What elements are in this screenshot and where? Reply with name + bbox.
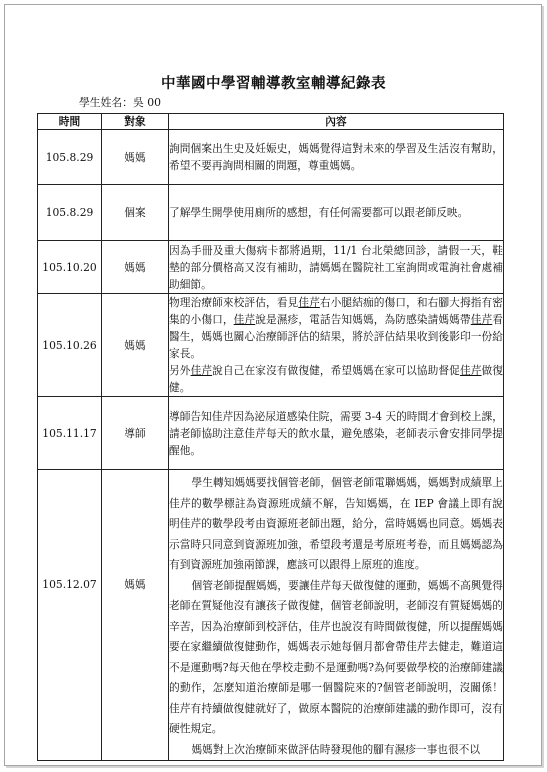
text-segment: 另外 xyxy=(169,364,191,377)
header-content: 內容 xyxy=(169,114,504,130)
text-segment: 學生轉知媽媽要找個管老師，個管老師電聯媽媽，媽媽對成績單上佳芹的數學標註為資源班成績不解，告知媽媽，在 IEP 會議上即有說明佳芹的數學段考由資源班老師出題，給分，當時媽媽也同意。媽媽表示當時只同意到資源班加強，希望段考還是考原班考卷，而且媽媽認為有到資源班加強兩節課，應該可以跟得上原班的進度。 xyxy=(169,476,503,571)
record-target: 媽媽 xyxy=(102,294,169,397)
record-paragraph xyxy=(169,294,503,362)
underlined-student-name: 佳芹 xyxy=(233,313,256,326)
text-segment: 說是濕疹，電話告知媽媽，為防感染請媽媽帶 xyxy=(255,313,471,326)
student-name-label: 學生姓名：吳 00 xyxy=(79,96,161,109)
record-date: 105.8.29 xyxy=(38,185,102,241)
underlined-student-name: 佳芹 xyxy=(470,313,493,326)
record-row xyxy=(38,241,504,294)
text-segment: 說自己在家沒有做復健，希望媽媽在家可以協助督促 xyxy=(212,364,460,377)
underlined-student-name: 佳芹 xyxy=(190,364,213,377)
text-segment: 看醫生，媽媽也關心治療師評估的結果，將於評估結果收到後影印一份給家長。 xyxy=(169,313,503,360)
record-paragraph xyxy=(169,204,503,221)
text-segment: 個管老師提醒媽媽，要讓佳芹每天做復健的運動，媽媽不高興覺得老師在質疑他沒有讓孩子做復健，個管老師說明，老師沒有質疑媽媽的辛苦，因為治療師到校評估，佳芹也說沒有時間做復健，所以提醒媽媽要在家繼續做復健動作，媽媽表示她每個月都會帶佳芹去健走，難道這不是運動嗎?每天他在學校走動不是運動嗎?為何要做學校的治療師建議的動作，怎麼知道治療師是哪一個醫院來的?個管老師說明，沒關係！佳芹有持續做復健就好了，做原本醫院的治療師建議的動作即可，沒有硬性規定。 xyxy=(169,578,503,735)
text-segment: 右小腿結痂的傷口，和右腳大拇指有密集的小傷口， xyxy=(169,296,503,326)
record-row xyxy=(38,397,504,470)
text-segment: 因為手冊及重大傷病卡都將過期，11/1 台北榮總回診，請假一天，鞋墊的部分價格高又沒有補助，請媽媽在醫院社工室詢問或電詢社會處補助細節。 xyxy=(169,243,503,291)
text-segment: 了解學生開學使用廁所的感想，有任何需要都可以跟老師反映。 xyxy=(169,206,469,219)
record-paragraph xyxy=(169,576,503,740)
record-paragraph xyxy=(169,242,503,293)
record-date: 105.8.29 xyxy=(38,130,102,185)
header-time: 時間 xyxy=(38,114,102,130)
record-content xyxy=(169,470,504,761)
record-target: 媽媽 xyxy=(102,241,169,294)
record-target: 導師 xyxy=(102,397,169,470)
record-row xyxy=(38,185,504,241)
text-segment: 導師告知佳芹因為泌尿道感染住院，需要 3-4 天的時間才會到校上課，請老師協助注意佳芹每天的飲水量，避免感染，老師表示會安排同學提醒他。 xyxy=(169,409,503,457)
record-paragraph xyxy=(169,140,503,174)
record-row xyxy=(38,130,504,185)
underlined-student-name: 佳芹 xyxy=(459,364,482,377)
record-content xyxy=(169,185,504,241)
record-table-body xyxy=(38,130,504,761)
record-paragraph xyxy=(169,362,503,396)
document-title: 中華國中學習輔導教室輔導紀錄表 xyxy=(161,75,386,92)
underlined-student-name: 佳芹 xyxy=(298,296,320,309)
record-paragraph xyxy=(169,740,503,761)
text-segment: 做復健。 xyxy=(169,364,503,394)
record-content xyxy=(169,294,504,397)
record-row xyxy=(38,294,504,397)
header-target: 對象 xyxy=(102,114,169,130)
text-segment: 媽媽對上次治療師來做評估時發現他的腳有濕疹一事也很不以 xyxy=(191,742,481,756)
record-paragraph xyxy=(169,473,503,576)
record-date: 105.10.20 xyxy=(38,241,102,294)
record-target: 個案 xyxy=(102,185,169,241)
table-header-row xyxy=(38,114,504,130)
record-content xyxy=(169,397,504,470)
record-content xyxy=(169,130,504,185)
record-date: 105.11.17 xyxy=(38,397,102,470)
record-date: 105.10.26 xyxy=(38,294,102,397)
record-content xyxy=(169,241,504,294)
text-segment: 詢問個案出生史及妊娠史，媽媽覺得這對未來的學習及生活沒有幫助，希望不要再詢問相關的問題，尊重媽媽。 xyxy=(169,142,503,172)
record-date: 105.12.07 xyxy=(38,470,102,761)
record-target: 媽媽 xyxy=(102,130,169,185)
text-segment: 物理治療師來校評估，看見 xyxy=(169,296,299,309)
record-paragraph xyxy=(169,408,503,459)
record-row xyxy=(38,470,504,761)
record-table xyxy=(37,113,504,761)
record-target: 媽媽 xyxy=(102,470,169,761)
